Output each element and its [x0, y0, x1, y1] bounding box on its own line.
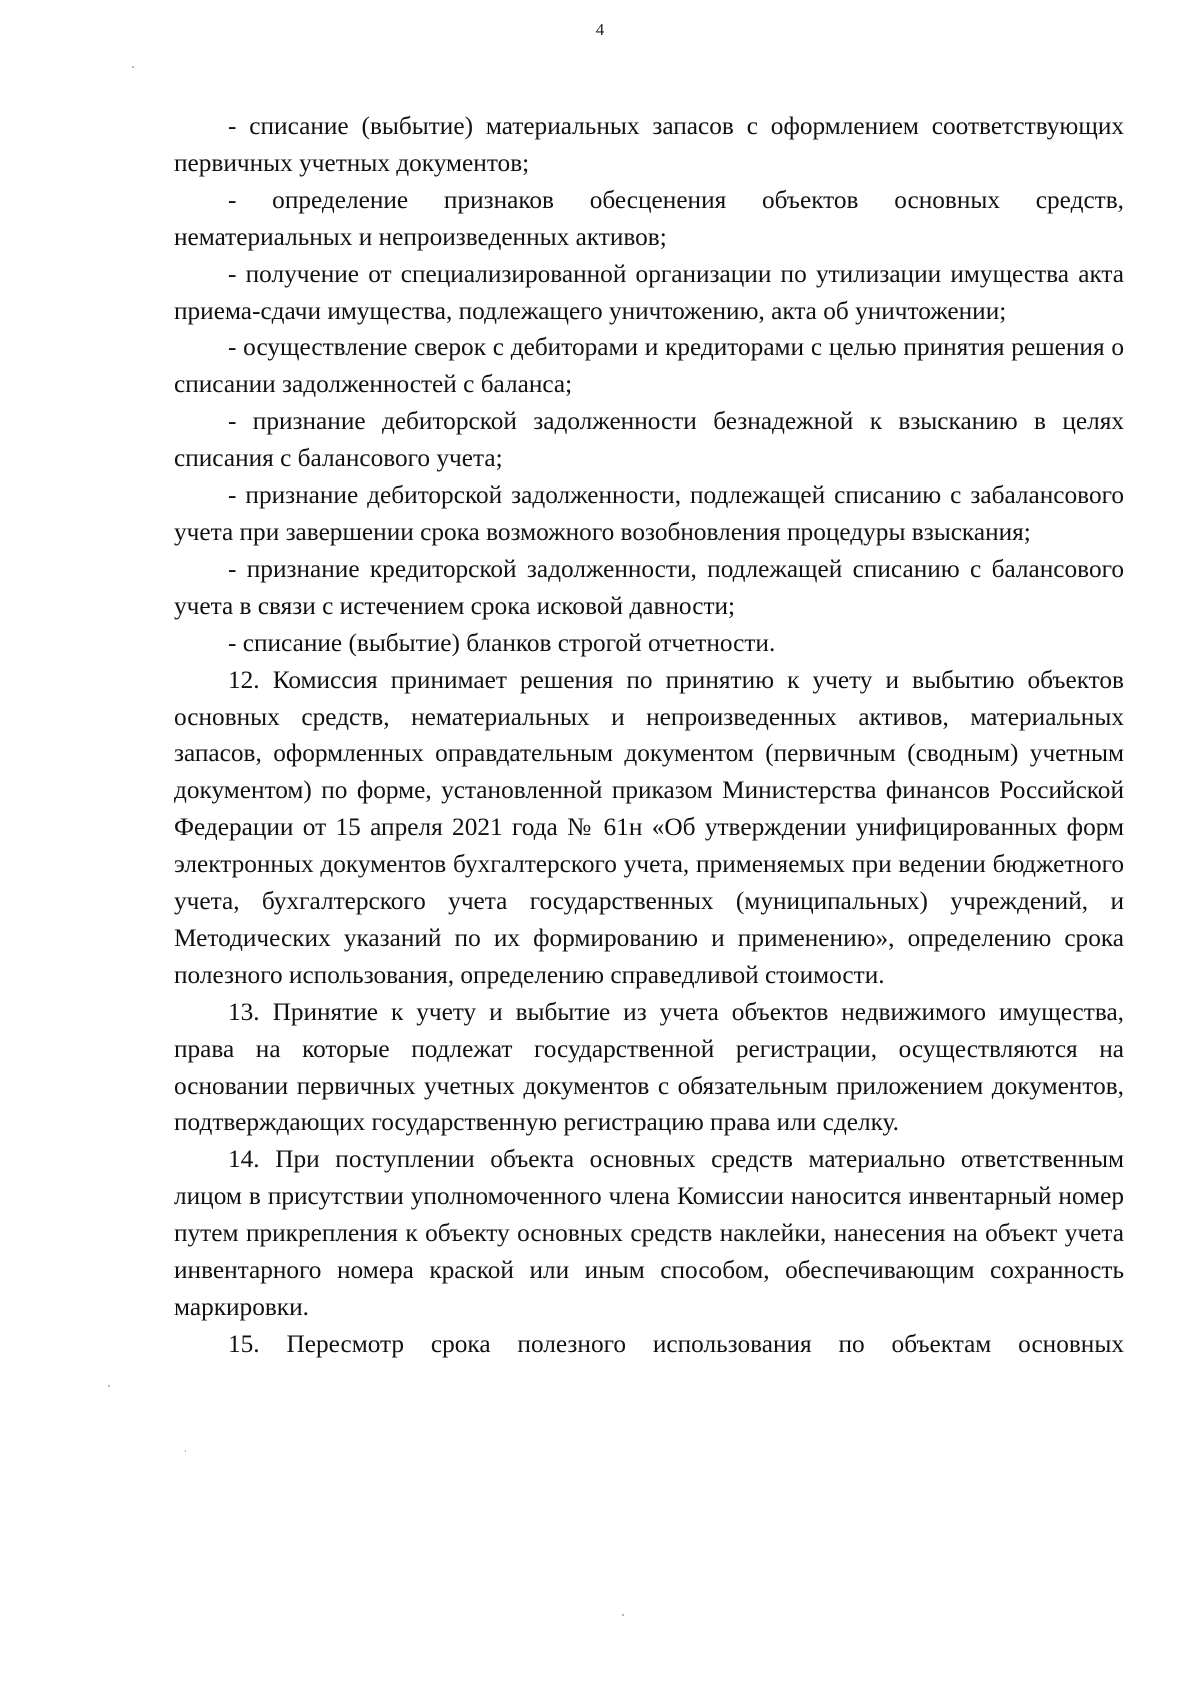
paragraph-12: 12. Комиссия принимает решения по принятию к учету и выбытию объектов основных средств, нематериальных и непроизведенных активов, материальных запасов, оформленных оправдательным документом (первичным (сводным) учетным документом) по форме, установленной приказом Министерства финансов Российской Федерации от 15 апреля 2021 года № 61н «Об утверждении унифицированных форм электронных документов бухгалтерского учета, применяемых при ведении бюджетного учета, бухгалтерского учета государственных (муниципальных) учреждений, и Методических указаний по их формированию и применению», определению срока полезного использования, определению справедливой стоимости.: [174, 665, 1124, 989]
paragraph-reconciliation: - осуществление сверок с дебиторами и кредиторами с целью принятия решения о списании задолженностей с баланса;: [174, 333, 1124, 399]
scan-speck: [185, 1450, 186, 1452]
paragraph-disposal-act: - получение от специализированной организации по утилизации имущества акта приема-сдачи имущества, подлежащего уничтожению, акта об уничтожении;: [174, 259, 1124, 325]
scan-speck: [622, 1614, 624, 1616]
scan-speck: [108, 1385, 110, 1387]
page-number: 4: [595, 20, 605, 39]
scan-speck: [132, 66, 134, 68]
paragraph-14: 14. При поступлении объекта основных средств материально ответственным лицом в присутствии уполномоченного члена Комиссии наносится инвентарный номер путем прикрепления к объекту основных средств наклейки, нанесения на объект учета инвентарного номера краской или иным способом, обеспечивающим сохранность маркировки.: [174, 1145, 1124, 1321]
paragraph-offbalance-debt: - признание дебиторской задолженности, подлежащей списанию с забалансового учета при завершении срока возможного возобновления процедуры взыскания;: [174, 481, 1124, 546]
paragraph-bad-debt: - признание дебиторской задолженности безнадежной к взысканию в целях списания с балансового учета;: [174, 407, 1124, 473]
paragraph-impairment: - определение признаков обесценения объектов основных средств, нематериальных и непроизведенных активов;: [174, 185, 1124, 251]
paragraph-strict-forms: - списание (выбытие) бланков строгой отчетности.: [228, 628, 776, 657]
paragraph-creditor-debt: - признание кредиторской задолженности, подлежащей списанию с балансового учета в связи с истечением срока исковой давности;: [174, 554, 1124, 620]
paragraph-13: 13. Принятие к учету и выбытие из учета объектов недвижимого имущества, права на которые подлежат государственной регистрации, осуществляются на основании первичных учетных документов с обязательным приложением документов, подтверждающих государственную регистрацию права или сделку.: [174, 997, 1124, 1137]
paragraph-15: 15. Пересмотр срока полезного использования по объектам основных: [228, 1329, 1124, 1358]
paragraph-writeoff-materials: - списание (выбытие) материальных запасов с оформлением соответствующих первичных учетных документов;: [174, 112, 1124, 177]
document-body: [174, 108, 1124, 1363]
